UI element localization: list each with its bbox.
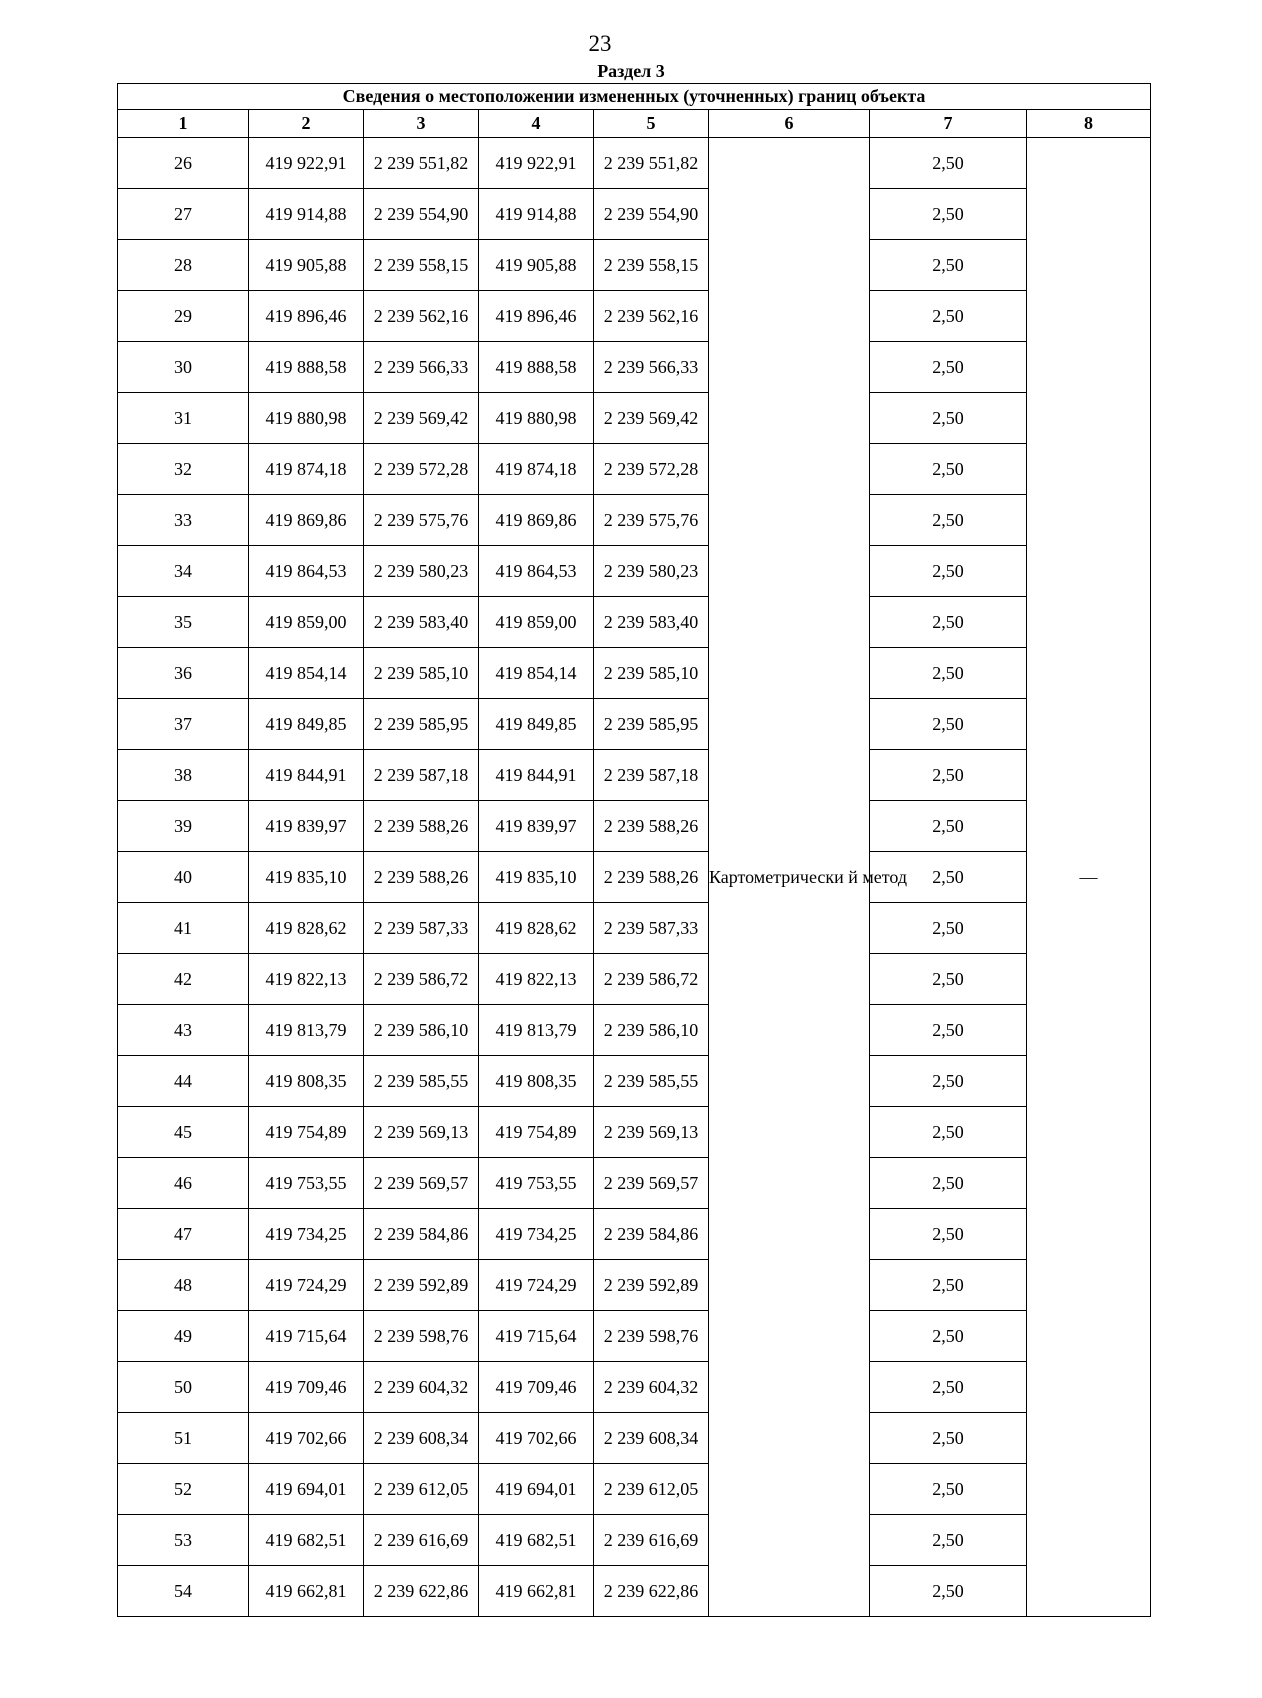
accuracy-cell: 2,50 — [870, 546, 1027, 597]
accuracy-cell: 2,50 — [870, 138, 1027, 189]
table-row — [118, 801, 1151, 852]
point-number-cell: 54 — [118, 1566, 249, 1617]
point-number-cell: 52 — [118, 1464, 249, 1515]
x-refined-cell: 419 734,25 — [479, 1209, 594, 1260]
point-number-cell: 28 — [118, 240, 249, 291]
y-refined-cell: 2 239 585,55 — [594, 1056, 709, 1107]
y-refined-cell: 2 239 580,23 — [594, 546, 709, 597]
x-existing-cell: 419 859,00 — [249, 597, 364, 648]
accuracy-cell: 2,50 — [870, 1107, 1027, 1158]
y-existing-cell: 2 239 551,82 — [364, 138, 479, 189]
point-number-cell: 51 — [118, 1413, 249, 1464]
y-existing-cell: 2 239 575,76 — [364, 495, 479, 546]
table-row — [118, 699, 1151, 750]
point-number-cell: 47 — [118, 1209, 249, 1260]
table-row — [118, 189, 1151, 240]
x-refined-cell: 419 869,86 — [479, 495, 594, 546]
table-row — [118, 1005, 1151, 1056]
x-refined-cell: 419 822,13 — [479, 954, 594, 1005]
y-existing-cell: 2 239 554,90 — [364, 189, 479, 240]
table-row — [118, 1056, 1151, 1107]
x-refined-cell: 419 849,85 — [479, 699, 594, 750]
y-existing-cell: 2 239 586,72 — [364, 954, 479, 1005]
x-existing-cell: 419 822,13 — [249, 954, 364, 1005]
accuracy-cell: 2,50 — [870, 699, 1027, 750]
x-refined-cell: 419 813,79 — [479, 1005, 594, 1056]
point-number-cell: 41 — [118, 903, 249, 954]
y-refined-cell: 2 239 608,34 — [594, 1413, 709, 1464]
point-number-cell: 38 — [118, 750, 249, 801]
x-refined-cell: 419 914,88 — [479, 189, 594, 240]
point-number-cell: 48 — [118, 1260, 249, 1311]
method-cell: Картометрически й метод — [709, 138, 870, 1617]
y-refined-cell: 2 239 586,72 — [594, 954, 709, 1005]
x-refined-cell: 419 864,53 — [479, 546, 594, 597]
x-existing-cell: 419 835,10 — [249, 852, 364, 903]
description-cell: — — [1027, 138, 1151, 1617]
x-existing-cell: 419 854,14 — [249, 648, 364, 699]
x-refined-cell: 419 709,46 — [479, 1362, 594, 1413]
column-number: 6 — [709, 110, 870, 138]
x-existing-cell: 419 734,25 — [249, 1209, 364, 1260]
x-refined-cell: 419 874,18 — [479, 444, 594, 495]
y-refined-cell: 2 239 583,40 — [594, 597, 709, 648]
accuracy-cell: 2,50 — [870, 189, 1027, 240]
x-existing-cell: 419 849,85 — [249, 699, 364, 750]
point-number-cell: 35 — [118, 597, 249, 648]
point-number-cell: 53 — [118, 1515, 249, 1566]
accuracy-cell: 2,50 — [870, 954, 1027, 1005]
y-refined-cell: 2 239 585,95 — [594, 699, 709, 750]
y-existing-cell: 2 239 592,89 — [364, 1260, 479, 1311]
y-existing-cell: 2 239 585,10 — [364, 648, 479, 699]
table-row — [118, 1515, 1151, 1566]
y-refined-cell: 2 239 588,26 — [594, 852, 709, 903]
accuracy-cell: 2,50 — [870, 393, 1027, 444]
x-refined-cell: 419 662,81 — [479, 1566, 594, 1617]
y-refined-cell: 2 239 586,10 — [594, 1005, 709, 1056]
accuracy-cell: 2,50 — [870, 291, 1027, 342]
x-existing-cell: 419 880,98 — [249, 393, 364, 444]
table-body — [118, 138, 1151, 1617]
y-existing-cell: 2 239 622,86 — [364, 1566, 479, 1617]
x-refined-cell: 419 880,98 — [479, 393, 594, 444]
point-number-cell: 43 — [118, 1005, 249, 1056]
accuracy-cell: 2,50 — [870, 903, 1027, 954]
y-existing-cell: 2 239 598,76 — [364, 1311, 479, 1362]
table-row — [118, 1260, 1151, 1311]
point-number-cell: 37 — [118, 699, 249, 750]
x-refined-cell: 419 694,01 — [479, 1464, 594, 1515]
x-existing-cell: 419 888,58 — [249, 342, 364, 393]
accuracy-cell: 2,50 — [870, 648, 1027, 699]
x-existing-cell: 419 874,18 — [249, 444, 364, 495]
accuracy-cell: 2,50 — [870, 852, 1027, 903]
point-number-cell: 26 — [118, 138, 249, 189]
x-existing-cell: 419 808,35 — [249, 1056, 364, 1107]
point-number-cell: 39 — [118, 801, 249, 852]
y-existing-cell: 2 239 572,28 — [364, 444, 479, 495]
y-existing-cell: 2 239 616,69 — [364, 1515, 479, 1566]
column-number: 5 — [594, 110, 709, 138]
x-refined-cell: 419 905,88 — [479, 240, 594, 291]
accuracy-cell: 2,50 — [870, 1005, 1027, 1056]
y-refined-cell: 2 239 551,82 — [594, 138, 709, 189]
y-existing-cell: 2 239 569,13 — [364, 1107, 479, 1158]
table-row — [118, 138, 1151, 189]
column-number: 7 — [870, 110, 1027, 138]
point-number-cell: 50 — [118, 1362, 249, 1413]
y-refined-cell: 2 239 584,86 — [594, 1209, 709, 1260]
column-numbers-row — [118, 110, 1151, 138]
accuracy-cell: 2,50 — [870, 1260, 1027, 1311]
table-row — [118, 240, 1151, 291]
column-number: 3 — [364, 110, 479, 138]
y-refined-cell: 2 239 612,05 — [594, 1464, 709, 1515]
accuracy-cell: 2,50 — [870, 495, 1027, 546]
x-existing-cell: 419 715,64 — [249, 1311, 364, 1362]
accuracy-cell: 2,50 — [870, 1158, 1027, 1209]
accuracy-cell: 2,50 — [870, 1515, 1027, 1566]
table-row — [118, 1311, 1151, 1362]
x-existing-cell: 419 828,62 — [249, 903, 364, 954]
point-number-cell: 42 — [118, 954, 249, 1005]
y-refined-cell: 2 239 604,32 — [594, 1362, 709, 1413]
table-row — [118, 750, 1151, 801]
accuracy-cell: 2,50 — [870, 801, 1027, 852]
y-refined-cell: 2 239 598,76 — [594, 1311, 709, 1362]
table-row — [118, 648, 1151, 699]
x-refined-cell: 419 828,62 — [479, 903, 594, 954]
y-existing-cell: 2 239 612,05 — [364, 1464, 479, 1515]
x-refined-cell: 419 854,14 — [479, 648, 594, 699]
y-refined-cell: 2 239 587,33 — [594, 903, 709, 954]
x-refined-cell: 419 682,51 — [479, 1515, 594, 1566]
point-number-cell: 31 — [118, 393, 249, 444]
y-refined-cell: 2 239 622,86 — [594, 1566, 709, 1617]
y-existing-cell: 2 239 566,33 — [364, 342, 479, 393]
y-refined-cell: 2 239 569,42 — [594, 393, 709, 444]
y-refined-cell: 2 239 562,16 — [594, 291, 709, 342]
table-caption: Сведения о местоположении измененных (уточненных) границ объекта — [118, 84, 1151, 110]
y-refined-cell: 2 239 616,69 — [594, 1515, 709, 1566]
table-row — [118, 444, 1151, 495]
x-existing-cell: 419 754,89 — [249, 1107, 364, 1158]
accuracy-cell: 2,50 — [870, 1362, 1027, 1413]
x-existing-cell: 419 905,88 — [249, 240, 364, 291]
point-number-cell: 30 — [118, 342, 249, 393]
x-existing-cell: 419 896,46 — [249, 291, 364, 342]
table-row — [118, 954, 1151, 1005]
column-number: 8 — [1027, 110, 1151, 138]
column-number: 2 — [249, 110, 364, 138]
coordinates-table — [117, 83, 1151, 1617]
table-row — [118, 546, 1151, 597]
table-row — [118, 393, 1151, 444]
table-row — [118, 495, 1151, 546]
y-existing-cell: 2 239 562,16 — [364, 291, 479, 342]
table-row — [118, 342, 1151, 393]
x-existing-cell: 419 914,88 — [249, 189, 364, 240]
accuracy-cell: 2,50 — [870, 1464, 1027, 1515]
table-row — [118, 1413, 1151, 1464]
accuracy-cell: 2,50 — [870, 750, 1027, 801]
y-refined-cell: 2 239 554,90 — [594, 189, 709, 240]
x-refined-cell: 419 839,97 — [479, 801, 594, 852]
x-refined-cell: 419 754,89 — [479, 1107, 594, 1158]
point-number-cell: 33 — [118, 495, 249, 546]
x-refined-cell: 419 896,46 — [479, 291, 594, 342]
accuracy-cell: 2,50 — [870, 444, 1027, 495]
accuracy-cell: 2,50 — [870, 1056, 1027, 1107]
table-row — [118, 1209, 1151, 1260]
y-existing-cell: 2 239 588,26 — [364, 801, 479, 852]
y-refined-cell: 2 239 587,18 — [594, 750, 709, 801]
point-number-cell: 34 — [118, 546, 249, 597]
y-refined-cell: 2 239 569,57 — [594, 1158, 709, 1209]
x-refined-cell: 419 835,10 — [479, 852, 594, 903]
table-row — [118, 1566, 1151, 1617]
x-existing-cell: 419 662,81 — [249, 1566, 364, 1617]
y-refined-cell: 2 239 588,26 — [594, 801, 709, 852]
y-existing-cell: 2 239 583,40 — [364, 597, 479, 648]
accuracy-cell: 2,50 — [870, 1566, 1027, 1617]
table-row — [118, 1362, 1151, 1413]
y-refined-cell: 2 239 575,76 — [594, 495, 709, 546]
point-number-cell: 44 — [118, 1056, 249, 1107]
y-existing-cell: 2 239 585,95 — [364, 699, 479, 750]
y-refined-cell: 2 239 572,28 — [594, 444, 709, 495]
x-refined-cell: 419 922,91 — [479, 138, 594, 189]
point-number-cell: 27 — [118, 189, 249, 240]
accuracy-cell: 2,50 — [870, 1209, 1027, 1260]
point-number-cell: 32 — [118, 444, 249, 495]
x-existing-cell: 419 753,55 — [249, 1158, 364, 1209]
x-refined-cell: 419 702,66 — [479, 1413, 594, 1464]
table-row — [118, 903, 1151, 954]
x-existing-cell: 419 839,97 — [249, 801, 364, 852]
y-existing-cell: 2 239 586,10 — [364, 1005, 479, 1056]
x-refined-cell: 419 888,58 — [479, 342, 594, 393]
accuracy-cell: 2,50 — [870, 1413, 1027, 1464]
y-existing-cell: 2 239 558,15 — [364, 240, 479, 291]
x-refined-cell: 419 715,64 — [479, 1311, 594, 1362]
table-row — [118, 1107, 1151, 1158]
x-refined-cell: 419 859,00 — [479, 597, 594, 648]
table-row — [118, 852, 1151, 903]
section-title: Раздел 3 — [597, 61, 665, 81]
accuracy-cell: 2,50 — [870, 342, 1027, 393]
column-number: 4 — [479, 110, 594, 138]
x-existing-cell: 419 724,29 — [249, 1260, 364, 1311]
x-existing-cell: 419 709,46 — [249, 1362, 364, 1413]
y-existing-cell: 2 239 588,26 — [364, 852, 479, 903]
y-refined-cell: 2 239 558,15 — [594, 240, 709, 291]
y-existing-cell: 2 239 569,42 — [364, 393, 479, 444]
x-existing-cell: 419 844,91 — [249, 750, 364, 801]
y-refined-cell: 2 239 592,89 — [594, 1260, 709, 1311]
y-existing-cell: 2 239 587,18 — [364, 750, 479, 801]
column-number: 1 — [118, 110, 249, 138]
x-existing-cell: 419 694,01 — [249, 1464, 364, 1515]
x-refined-cell: 419 808,35 — [479, 1056, 594, 1107]
y-existing-cell: 2 239 584,86 — [364, 1209, 479, 1260]
y-existing-cell: 2 239 569,57 — [364, 1158, 479, 1209]
point-number-cell: 45 — [118, 1107, 249, 1158]
x-existing-cell: 419 813,79 — [249, 1005, 364, 1056]
x-existing-cell: 419 922,91 — [249, 138, 364, 189]
table-row — [118, 597, 1151, 648]
accuracy-cell: 2,50 — [870, 1311, 1027, 1362]
table-row — [118, 291, 1151, 342]
point-number-cell: 49 — [118, 1311, 249, 1362]
y-refined-cell: 2 239 569,13 — [594, 1107, 709, 1158]
accuracy-cell: 2,50 — [870, 597, 1027, 648]
y-refined-cell: 2 239 566,33 — [594, 342, 709, 393]
point-number-cell: 40 — [118, 852, 249, 903]
point-number-cell: 29 — [118, 291, 249, 342]
x-existing-cell: 419 682,51 — [249, 1515, 364, 1566]
y-existing-cell: 2 239 585,55 — [364, 1056, 479, 1107]
y-existing-cell: 2 239 587,33 — [364, 903, 479, 954]
page-number: 23 — [588, 31, 612, 56]
x-refined-cell: 419 753,55 — [479, 1158, 594, 1209]
x-existing-cell: 419 702,66 — [249, 1413, 364, 1464]
x-refined-cell: 419 844,91 — [479, 750, 594, 801]
y-refined-cell: 2 239 585,10 — [594, 648, 709, 699]
table-row — [118, 1464, 1151, 1515]
x-existing-cell: 419 869,86 — [249, 495, 364, 546]
y-existing-cell: 2 239 608,34 — [364, 1413, 479, 1464]
x-refined-cell: 419 724,29 — [479, 1260, 594, 1311]
point-number-cell: 36 — [118, 648, 249, 699]
accuracy-cell: 2,50 — [870, 240, 1027, 291]
point-number-cell: 46 — [118, 1158, 249, 1209]
table-row — [118, 1158, 1151, 1209]
y-existing-cell: 2 239 580,23 — [364, 546, 479, 597]
y-existing-cell: 2 239 604,32 — [364, 1362, 479, 1413]
x-existing-cell: 419 864,53 — [249, 546, 364, 597]
